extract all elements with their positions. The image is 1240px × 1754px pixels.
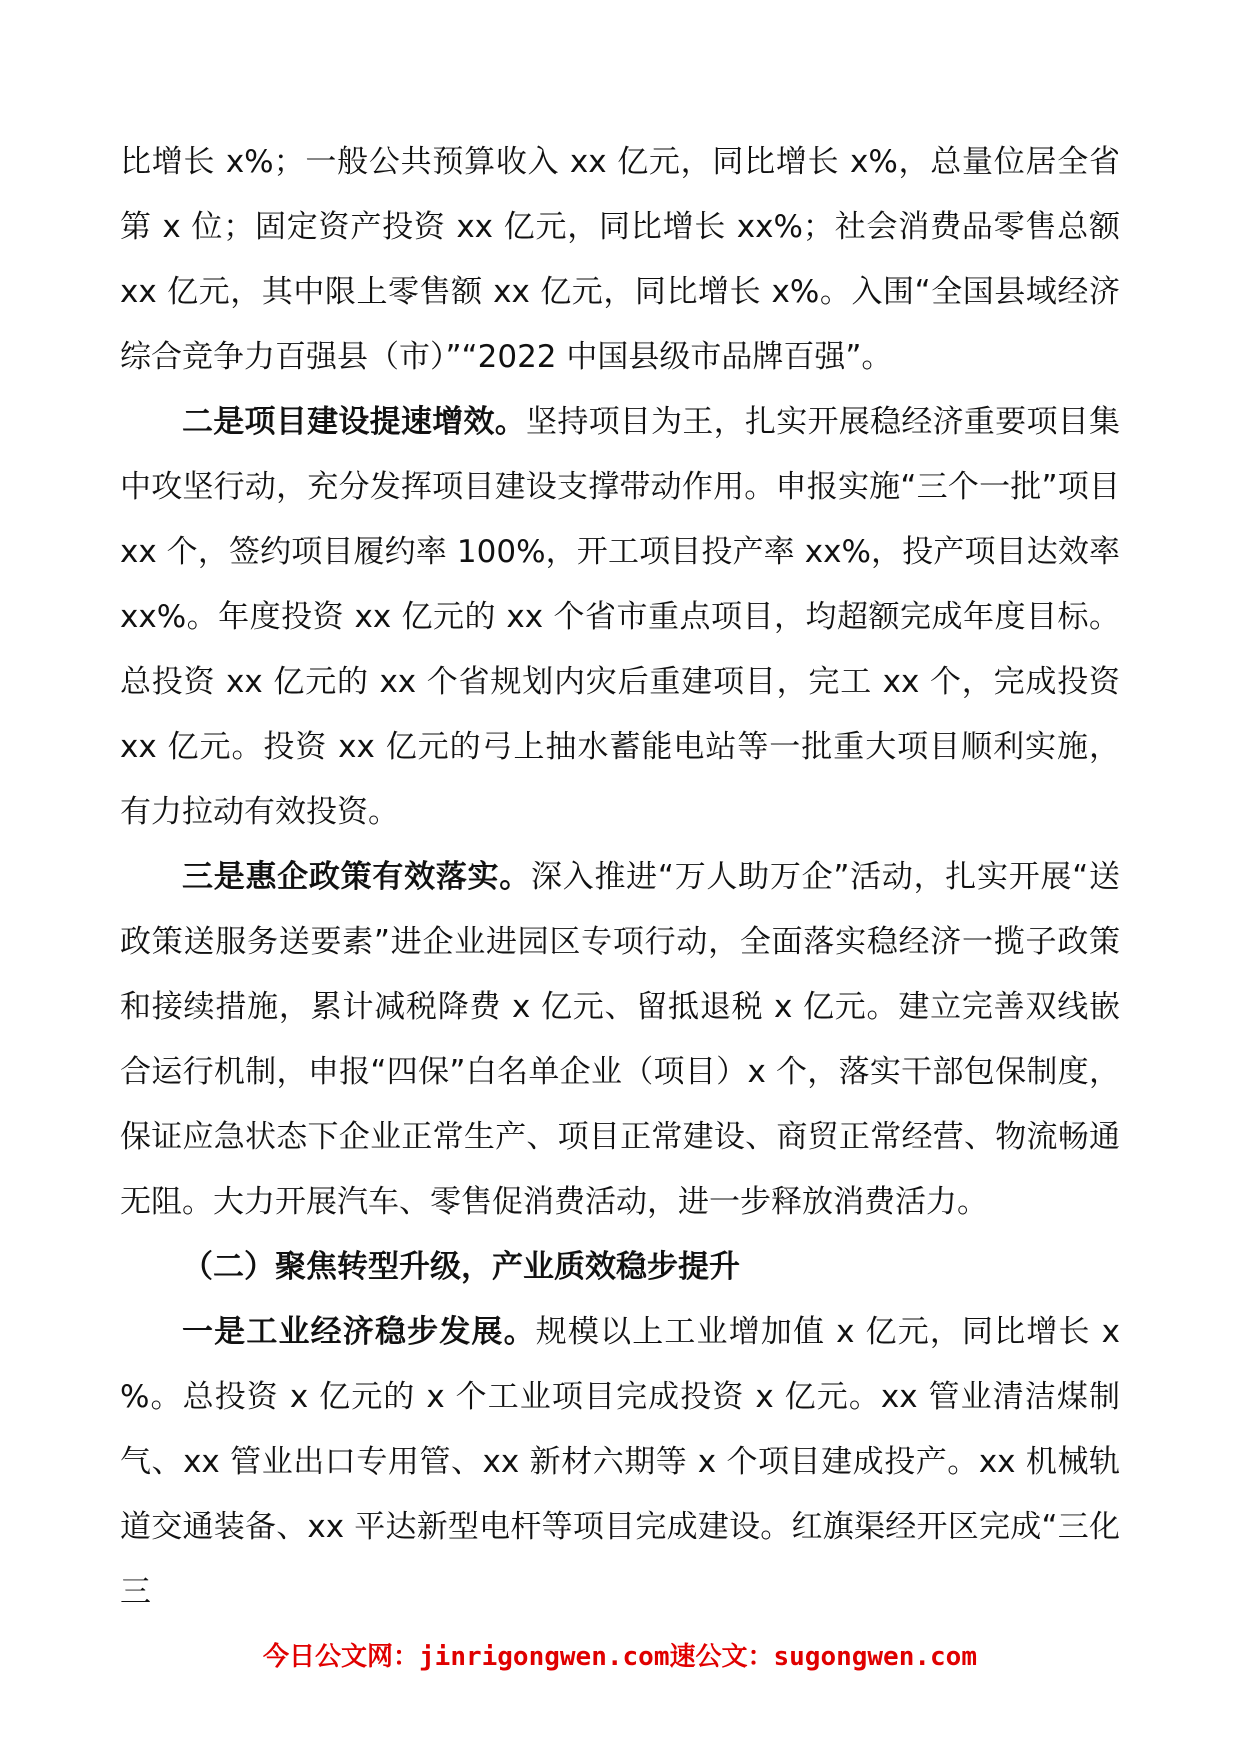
paragraph-lead: 三是惠企政策有效落实。 bbox=[182, 859, 531, 895]
footer-site2-name: 速公文： bbox=[669, 1642, 774, 1672]
paragraph-text: 坚持项目为王，扎实开展稳经济重要项目集中攻坚行动，充分发挥项目建设支撑带动作用。申报实施“三个一批”项目 xx 个，签约项目履约率 100%，开工项目投产率 xx%，投产项目达效率 xx%。年度投资 xx 亿元的 xx 个省市重点项目，均超额完成年度目标。总投资 xx 亿元的 xx 个省规划内灾后重建项目，完工 xx 个，完成投资 xx 亿元。投资 xx 亿元的弓上抽水蓄能电站等一批重大项目顺利实施，有力拉动有效投资。 bbox=[120, 404, 1121, 830]
paragraph-enterprise-policy bbox=[120, 845, 1120, 1235]
footer-site1-name: 今日公文网： bbox=[263, 1642, 420, 1672]
paragraph-text: 深入推进“万人助万企”活动，扎实开展“送政策送服务送要素”进企业进园区专项行动，全面落实稳经济一揽子政策和接续措施，累计减税降费 x 亿元、留抵退税 x 亿元。建立完善双线嵌合运行机制，申报“四保”白名单企业（项目）x 个，落实干部包保制度，保证应急状态下企业正常生产、项目正常建设、商贸正常经营、物流畅通无阻。大力开展汽车、零售促消费活动，进一步释放消费活力。 bbox=[120, 859, 1120, 1220]
footer-site1-url: jinrigongwen.com bbox=[419, 1642, 670, 1672]
footer-watermark bbox=[0, 1636, 1240, 1673]
paragraph-continuation bbox=[120, 130, 1120, 390]
paragraph-project-construction bbox=[120, 390, 1120, 845]
document-body bbox=[120, 130, 1120, 1625]
paragraph-lead: 一是工业经济稳步发展。 bbox=[182, 1314, 536, 1350]
footer-site2-url: sugongwen.com bbox=[773, 1642, 977, 1672]
paragraph-text: 规模以上工业增加值 x 亿元，同比增长 x %。总投资 x 亿元的 x 个工业项目完成投资 x 亿元。xx 管业清洁煤制气、xx 管业出口专用管、xx 新材六期等 x 个项目建成投产。xx 机械轨道交通装备、xx 平达新型电杆等项目完成建设。红旗渠经开区完成“三化三 bbox=[120, 1314, 1121, 1610]
paragraph-text: 比增长 x%；一般公共预算收入 xx 亿元，同比增长 x%，总量位居全省第 x 位；固定资产投资 xx 亿元，同比增长 xx%；社会消费品零售总额 xx 亿元，其中限上零售额 xx 亿元，同比增长 x%。入围“全国县域经济综合竞争力百强县（市）”“2022 中国县级市品牌百强”。 bbox=[120, 144, 1120, 375]
section-heading: （二）聚焦转型升级，产业质效稳步提升 bbox=[182, 1249, 740, 1285]
paragraph-lead: 二是项目建设提速增效。 bbox=[182, 404, 527, 440]
paragraph-industrial-economy bbox=[120, 1300, 1120, 1625]
